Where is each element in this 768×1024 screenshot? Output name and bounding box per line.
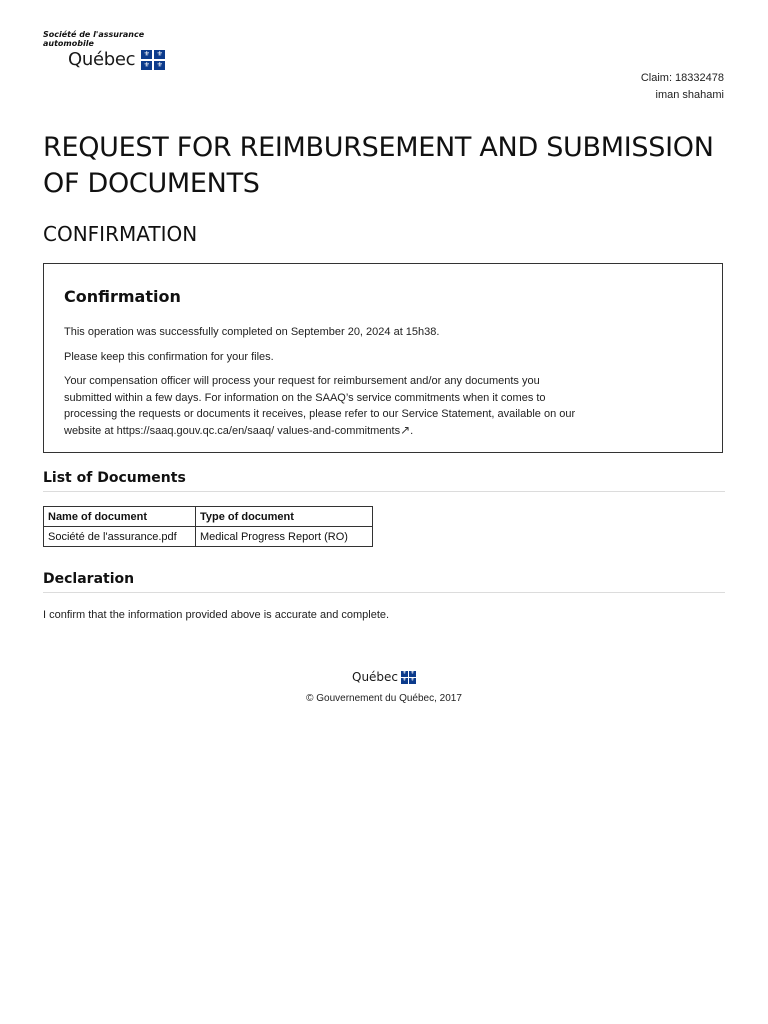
quebec-flag-icon: ⚜ ⚜ ⚜ ⚜ bbox=[141, 50, 165, 70]
table-header-row bbox=[44, 507, 373, 527]
saaq-logo bbox=[43, 30, 183, 72]
column-header-name: Name of document bbox=[44, 507, 196, 527]
logo-brand bbox=[68, 50, 165, 70]
footer-brand: Québec bbox=[352, 670, 399, 684]
page-title: REQUEST FOR REIMBURSEMENT AND SUBMISSION OF DOCUMENTS bbox=[43, 132, 714, 199]
logo-org-line2: automobile bbox=[43, 39, 94, 48]
quebec-flag-icon: ⚜ ⚜ ⚜ ⚜ bbox=[402, 670, 415, 683]
external-link-icon[interactable]: ↗ bbox=[400, 422, 411, 437]
documents-heading: List of Documents bbox=[43, 467, 725, 492]
document-name-cell: Société de l'assurance.pdf bbox=[44, 527, 196, 547]
footer-logo bbox=[352, 670, 416, 684]
confirmation-keep-text: Please keep this confirmation for your files. bbox=[64, 350, 274, 363]
declaration-text: I confirm that the information provided above is accurate and complete. bbox=[43, 609, 390, 621]
user-name: iman shahami bbox=[655, 89, 724, 101]
confirmation-completed-text: This operation was successfully completed on September 20, 2024 at 15h38. bbox=[64, 326, 440, 338]
claim-number: Claim: 18332478 bbox=[640, 72, 724, 84]
confirmation-box bbox=[43, 263, 723, 453]
confirmation-processing-body: Your compensation officer will process your request for reimbursement and/or any documents you submitted within a few days. For information on the SAAQ’s service commitments when it comes to processing the requests or documents it receives, please refer to our Service Statement, available on our website at https://saaq.gouv.qc.ca/en/saaq/ values-and-commitments bbox=[64, 375, 576, 437]
confirmation-heading: Confirmation bbox=[64, 287, 181, 306]
column-header-type: Type of document bbox=[196, 507, 373, 527]
confirmation-processing-text bbox=[64, 373, 584, 439]
logo-brand-word: Québec bbox=[68, 49, 136, 70]
copyright: © Gouvernement du Québec, 2017 bbox=[306, 693, 462, 704]
page-subtitle: CONFIRMATION bbox=[43, 222, 198, 246]
confirmation-processing-end: . bbox=[410, 424, 414, 437]
table-row bbox=[44, 527, 373, 547]
documents-table bbox=[43, 506, 373, 547]
claim-info bbox=[641, 70, 724, 104]
logo-org-line1: Société de l'assurance bbox=[43, 30, 145, 39]
document-type-cell: Medical Progress Report (RO) bbox=[196, 527, 373, 547]
declaration-heading: Declaration bbox=[43, 568, 725, 593]
